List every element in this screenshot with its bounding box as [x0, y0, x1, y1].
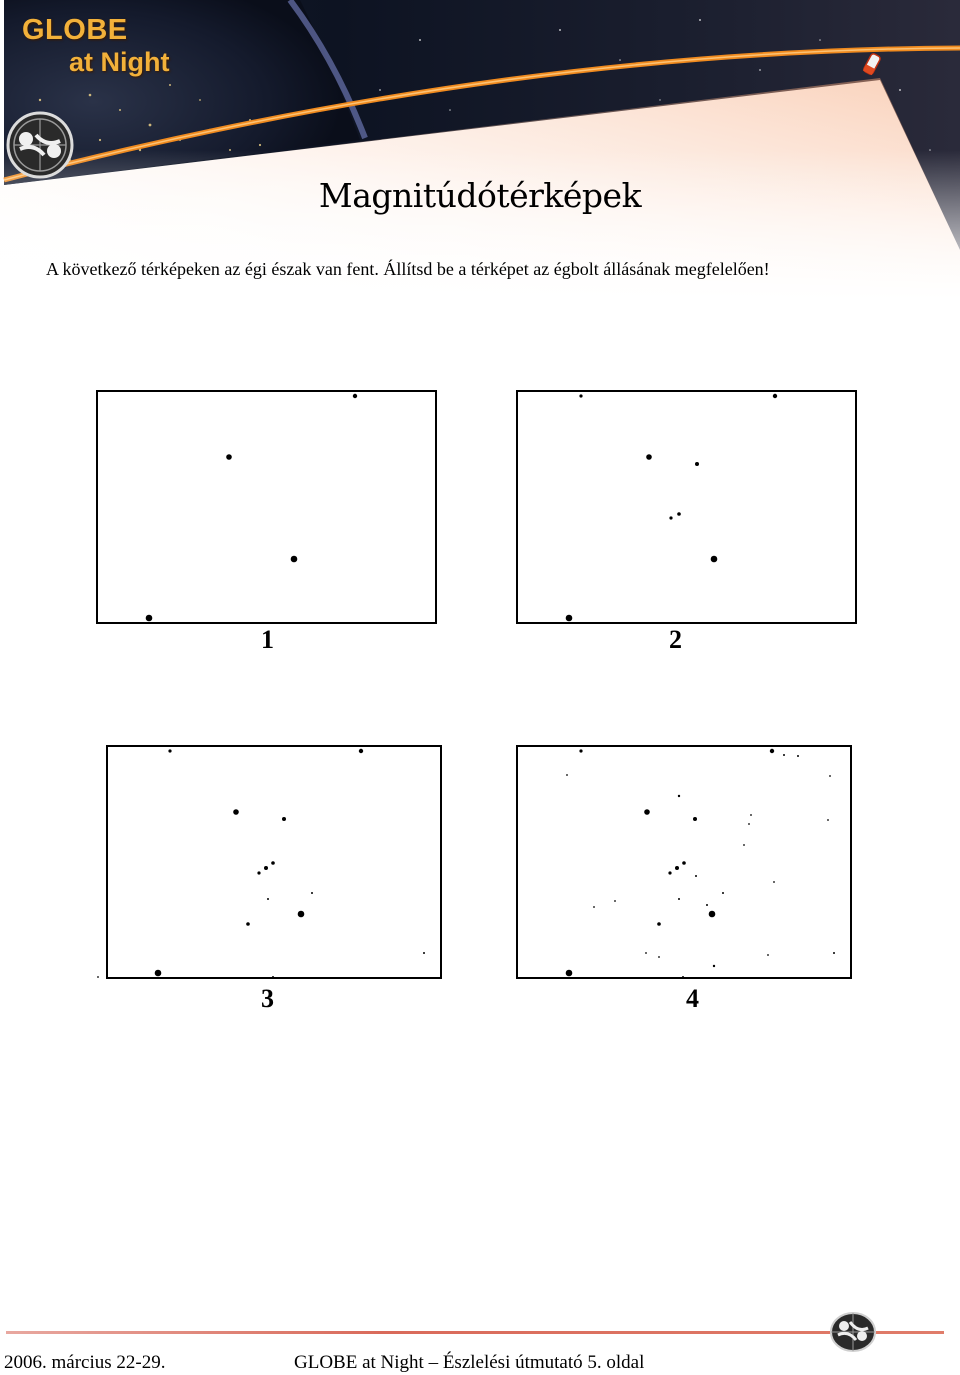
- star: [682, 976, 684, 978]
- map-label-2: 2: [669, 625, 682, 654]
- star: [675, 866, 679, 870]
- star: [646, 454, 652, 460]
- star: [359, 749, 363, 753]
- star: [271, 861, 275, 865]
- star: [743, 844, 745, 846]
- star: [423, 952, 425, 954]
- star: [722, 892, 724, 894]
- star: [593, 906, 595, 908]
- star: [678, 898, 680, 900]
- footer-date: 2006. március 22-29.: [4, 1352, 166, 1373]
- star: [682, 861, 686, 865]
- logo-line2: at Night: [69, 47, 170, 77]
- magnitude-map-3: [106, 745, 442, 979]
- globe-hands-emblem-icon: [828, 1308, 878, 1354]
- star: [233, 809, 239, 815]
- star: [750, 814, 752, 816]
- star: [833, 952, 835, 954]
- star: [264, 866, 268, 870]
- star: [257, 871, 260, 874]
- map-label-1: 1: [261, 625, 274, 654]
- star-field-4: [516, 745, 852, 979]
- globe-at-night-logo: [22, 16, 170, 76]
- star: [645, 952, 647, 954]
- magnitude-map-4: [516, 745, 852, 979]
- star-field-1: [96, 390, 437, 624]
- star: [168, 749, 171, 752]
- star: [353, 394, 357, 398]
- star: [709, 911, 716, 918]
- star: [693, 817, 697, 821]
- star: [706, 904, 708, 906]
- star: [614, 900, 616, 902]
- star: [579, 749, 582, 752]
- star: [579, 394, 582, 397]
- star: [566, 970, 573, 977]
- star: [311, 892, 313, 894]
- page-title: Magnitúdótérképek: [318, 176, 642, 215]
- star: [827, 819, 829, 821]
- header-banner: [0, 0, 960, 300]
- star: [97, 976, 99, 978]
- star: [566, 615, 573, 622]
- star: [829, 775, 831, 777]
- star-field-3: [106, 745, 442, 979]
- star: [748, 823, 750, 825]
- star: [773, 881, 775, 883]
- star: [695, 875, 697, 877]
- star: [770, 749, 774, 753]
- magnitude-map-1: [96, 390, 437, 624]
- star: [668, 871, 671, 874]
- footer-divider: [6, 1331, 944, 1334]
- star: [677, 512, 681, 516]
- map-label-3: 3: [261, 984, 274, 1013]
- star: [155, 970, 162, 977]
- star: [797, 755, 799, 757]
- star: [146, 615, 153, 622]
- star: [298, 911, 305, 918]
- map-label-4: 4: [686, 984, 699, 1013]
- star: [695, 462, 699, 466]
- star: [272, 976, 274, 978]
- star-field-2: [516, 390, 857, 624]
- globe-hands-emblem-icon: [8, 113, 72, 177]
- star: [783, 754, 785, 756]
- star: [246, 922, 250, 926]
- footer-guide-title: GLOBE at Night – Észlelési útmutató 5. oldal: [294, 1352, 645, 1373]
- star: [711, 556, 718, 563]
- star: [669, 516, 672, 519]
- star: [291, 556, 298, 563]
- star: [282, 817, 286, 821]
- star: [713, 965, 715, 967]
- star: [267, 898, 269, 900]
- star: [773, 394, 777, 398]
- star: [767, 954, 769, 956]
- star: [658, 956, 660, 958]
- star: [678, 795, 680, 797]
- star: [644, 809, 650, 815]
- star: [226, 454, 232, 460]
- star: [566, 774, 568, 776]
- instruction-text: A következő térképeken az égi észak van fent. Állítsd be a térképet az égbolt állásának megfelelően!: [46, 259, 770, 279]
- magnitude-map-2: [516, 390, 857, 624]
- logo-line1: GLOBE: [22, 14, 128, 46]
- star: [657, 922, 661, 926]
